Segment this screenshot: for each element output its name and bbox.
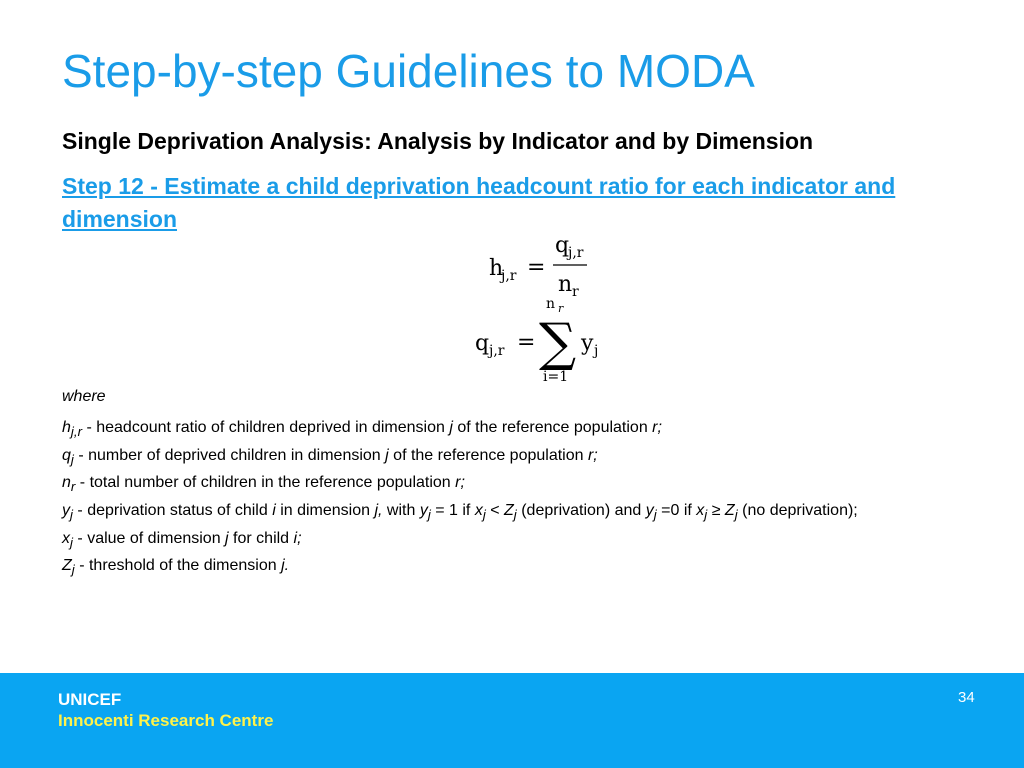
- formula-h-sub: j,r: [501, 268, 517, 284]
- formula-n: n: [558, 272, 573, 297]
- org-subname: Innocenti Research Centre: [58, 711, 274, 730]
- deprived-count-formula: [473, 295, 633, 385]
- definition-q: $q_j$ - number of deprived children in dimension j of the reference population r;: [62, 446, 598, 467]
- formula-q-sub: j,r: [568, 245, 584, 261]
- org-name: UNICEF: [58, 690, 122, 709]
- formula-q: q: [555, 233, 570, 258]
- footer-bar: [0, 673, 1024, 768]
- definition-h: $h_{j,r}$ - headcount ratio of children deprived in dimension j of the reference population r;: [62, 419, 662, 440]
- formula-h: h: [489, 256, 504, 281]
- sum-upper: n: [546, 296, 556, 312]
- where-label: where: [62, 388, 106, 405]
- definition-n: $n_r$ - total number of children in the reference population r;: [62, 474, 465, 495]
- step-12-link[interactable]: Step 12 - Estimate a child deprivation headcount ratio for each indicator and dimension: [62, 173, 896, 232]
- formula-eq: =: [527, 255, 546, 280]
- formula-q: q: [475, 331, 490, 356]
- slide-title: Step-by-step Guidelines to MODA: [62, 45, 755, 97]
- sum-lower: i=1: [543, 369, 569, 385]
- formula-y: y: [581, 331, 594, 356]
- sum-symbol: ∑: [539, 313, 577, 373]
- slide-subtitle: Single Deprivation Analysis: Analysis by Indicator and by Dimension: [62, 128, 814, 154]
- page-number: 34: [958, 689, 975, 706]
- formula-n-sub: r: [572, 284, 579, 300]
- formula-y-sub: j: [594, 343, 599, 359]
- definition-z: $Z_j$ - threshold of the dimension j.: [62, 557, 290, 578]
- definition-x: $x_j$ - value of dimension j for child i;: [62, 529, 302, 550]
- formula-eq: =: [517, 330, 536, 355]
- headcount-ratio-formula: [487, 228, 627, 300]
- sum-upper-sub: r: [558, 302, 564, 315]
- definitions-list: [62, 416, 982, 582]
- definition-y: $y_j$ - deprivation status of child i in dimension j, with $y_j = 1$ if $x_j < Z_j$ (deprivation) and $y_j =0$ if $x_j \ge Z_j$ (no deprivation);: [62, 502, 858, 523]
- formula-q-sub: j,r: [489, 343, 505, 359]
